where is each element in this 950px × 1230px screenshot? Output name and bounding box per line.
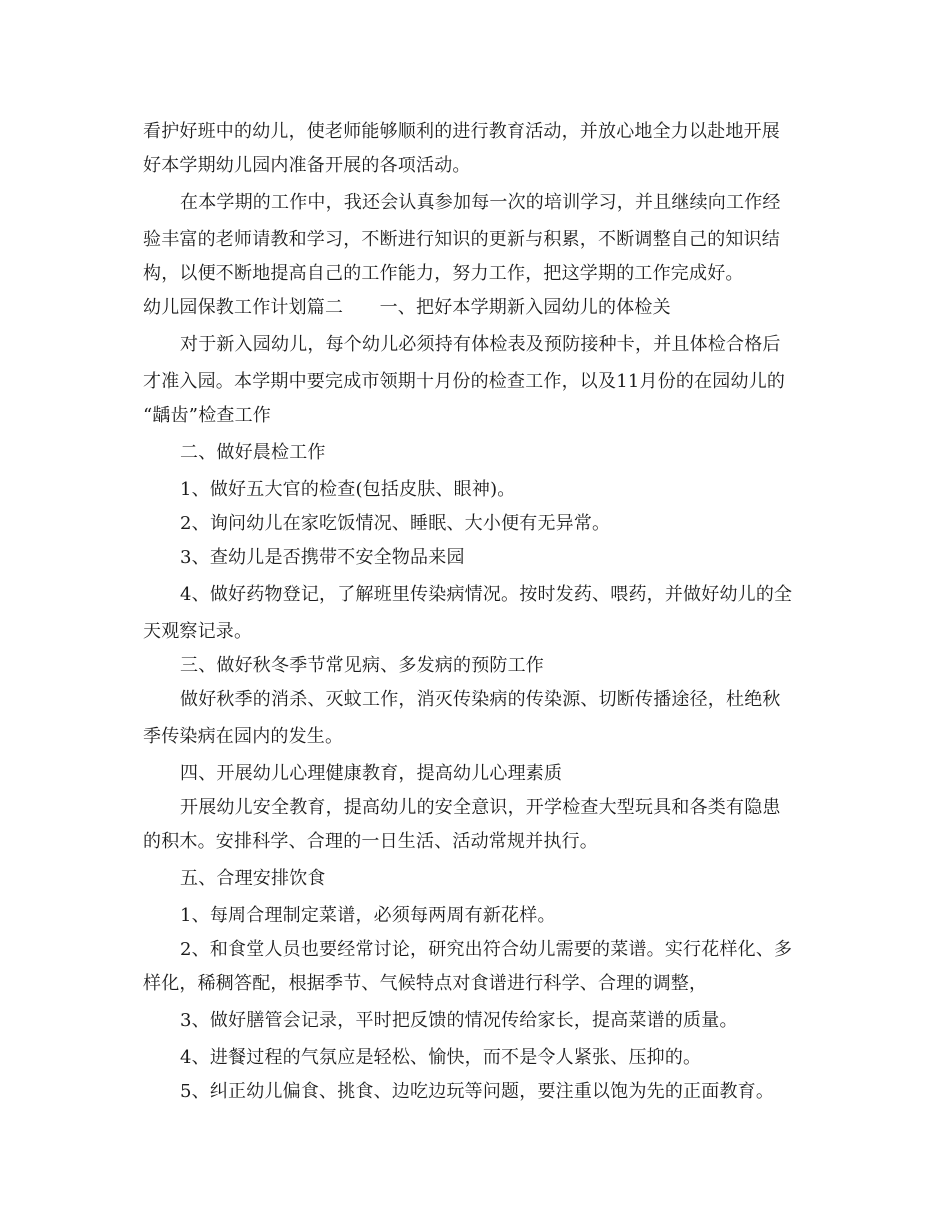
list-item: 1、做好五大官的检查(包括皮肤、眼神)。 xyxy=(180,479,516,500)
list-item: 2、询问幼儿在家吃饭情况、睡眠、大小便有无异常。 xyxy=(180,513,611,534)
list-item: 4、做好药物登记，了解班里传染病情况。按时发药、喂药，并做好幼儿的全 xyxy=(180,584,793,605)
text-line: “龋齿”检查工作 xyxy=(143,405,272,426)
text-line: 构，以便不断地提高自己的工作能力，努力工作，把这学期的工作完成好。 xyxy=(143,263,744,284)
text-line: 在本学期的工作中，我还会认真参加每一次的培训学习，并且继续向工作经 xyxy=(180,192,781,213)
text-line: 做好秋季的消杀、灭蚊工作，消灭传染病的传染源、切断传播途径，杜绝秋 xyxy=(180,689,781,710)
text-line: 看护好班中的幼儿，使老师能够顺利的进行教育活动，并放心地全力以赴地开展 xyxy=(143,121,780,142)
section-heading: 三、做好秋冬季节常见病、多发病的预防工作 xyxy=(180,655,544,676)
section-heading: 二、做好晨检工作 xyxy=(180,442,326,463)
section-heading: 四、开展幼儿心理健康教育，提高幼儿心理素质 xyxy=(180,763,563,784)
text-line: 好本学期幼儿园内准备开展的各项活动。 xyxy=(143,155,471,176)
list-item: 4、进餐过程的气氛应是轻松、愉快，而不是令人紧张、压抑的。 xyxy=(180,1047,702,1068)
text-line: 季传染病在园内的发生。 xyxy=(143,726,344,747)
section-heading: 五、合理安排饮食 xyxy=(180,868,326,889)
list-item: 5、纠正幼儿偏食、挑食、边吃边玩等问题，要注重以饱为先的正面教育。 xyxy=(180,1081,775,1102)
text-line: 验丰富的老师请教和学习，不断进行知识的更新与积累，不断调整自己的知识结 xyxy=(143,229,780,250)
text-line: 天观察记录。 xyxy=(143,621,253,642)
list-item: 1、每周合理制定菜谱，必须每两周有新花样。 xyxy=(180,905,556,926)
text-line: 才准入园。本学期中要完成市领期十月份的检查工作，以及11月份的在园幼儿的 xyxy=(143,371,786,392)
list-item: 3、做好膳管会记录，平时把反馈的情况传给家长，提高菜谱的质量。 xyxy=(180,1010,738,1031)
list-item: 3、查幼儿是否携带不安全物品来园 xyxy=(180,547,465,568)
list-item: 2、和食堂人员也要经常讨论，研究出符合幼儿需要的菜谱。实行花样化、多 xyxy=(180,939,793,960)
text-line: 对于新入园幼儿，每个幼儿必须持有体检表及预防接种卡，并且体检合格后 xyxy=(180,334,781,355)
text-line: 样化，稀稠答配，根据季节、气候特点对食谱进行科学、合理的调整， xyxy=(143,973,708,994)
text-line: 的积木。安排科学、合理的一日生活、活动常规并执行。 xyxy=(143,831,598,852)
section-heading: 幼儿园保教工作计划篇二 一、把好本学期新入园幼儿的体检关 xyxy=(143,297,671,318)
text-line: 开展幼儿安全教育，提高幼儿的安全意识，开学检查大型玩具和各类有隐患 xyxy=(180,797,781,818)
